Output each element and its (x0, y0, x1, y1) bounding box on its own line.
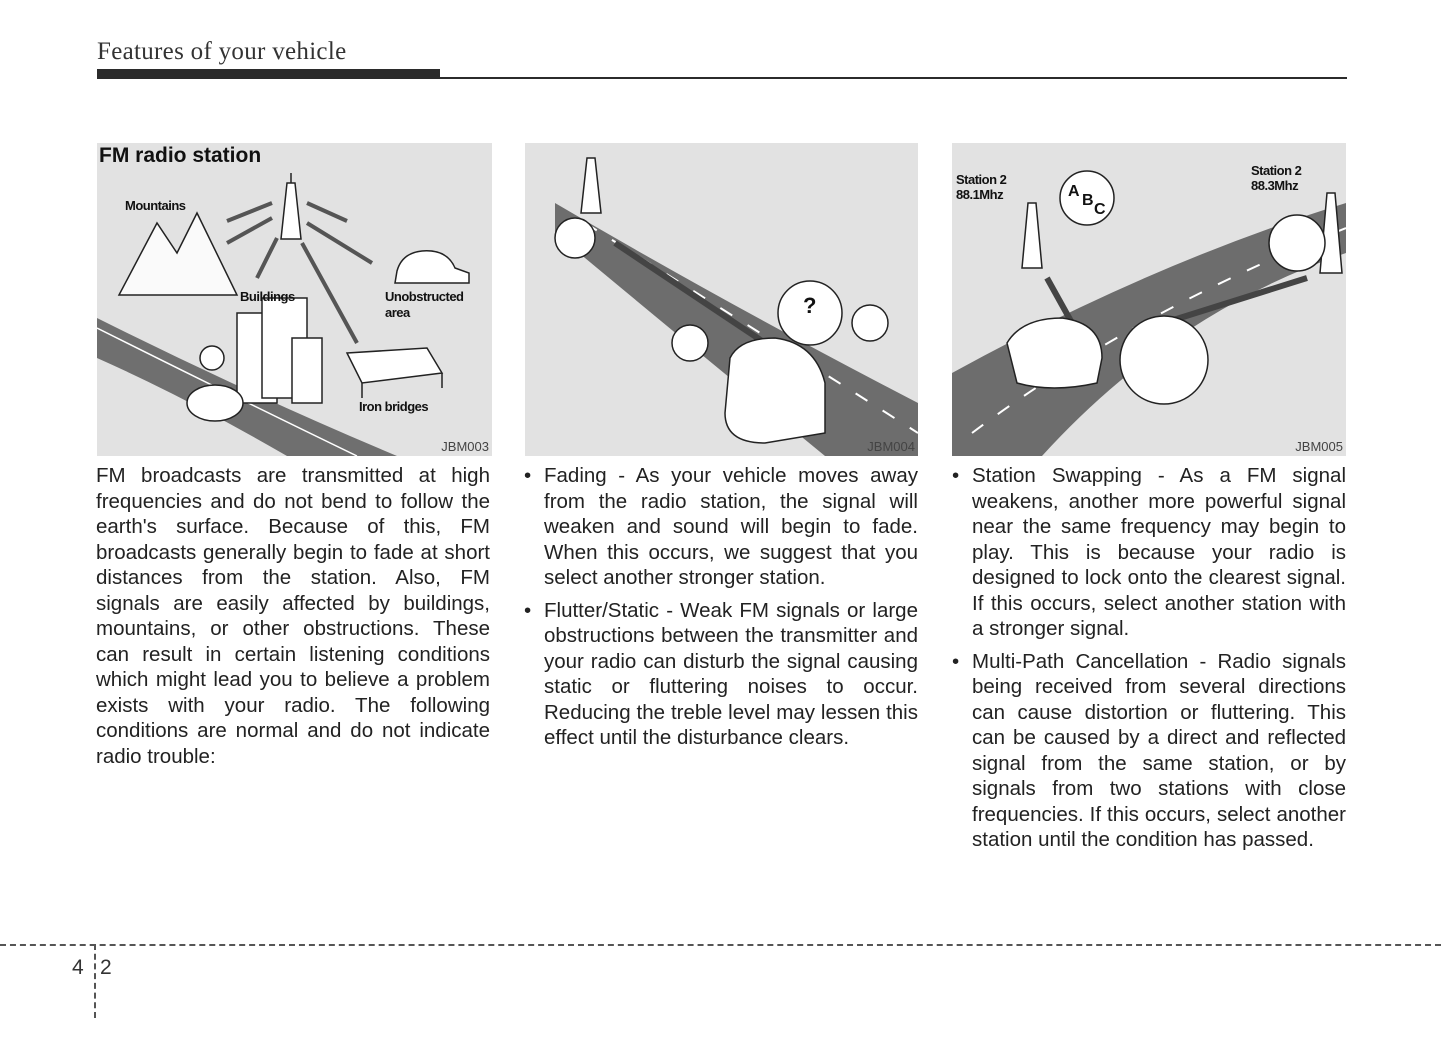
fading-illustration (525, 143, 918, 456)
bubble-letter-b: B (1082, 192, 1094, 209)
section-title: FM radio station (99, 144, 262, 167)
column-fading-flutter (522, 463, 918, 758)
label-station-left-2: 88.1Mhz (956, 187, 1004, 202)
label-station-right-1: Station 2 (1251, 163, 1302, 178)
bullet-station-swapping (950, 463, 1346, 642)
figure-fm-obstructions (97, 143, 492, 456)
bullet-fading (522, 463, 918, 591)
figure-code: JBM004 (867, 439, 915, 454)
bubble-letter-c: C (1094, 201, 1106, 218)
bullet-text: Flutter/Static - Weak FM signals or large obstructions between the transmitter and your radio can disturb the signal causing static or fluttering noises to occur. Reducing the treble level may lessen this effect until the disturbance clears. (544, 598, 918, 749)
bullet-text: Station Swapping - As a FM signal weakens, another more powerful signal near the same frequency may begin to play. This is because your radio is designed to lock onto the clearest signal. If this occurs, select another station with a stronger signal. (972, 464, 1346, 640)
figure-code: JBM005 (1295, 439, 1343, 454)
bullet-dot: • (524, 464, 532, 487)
column-intro (96, 463, 490, 769)
question-mark: ? (803, 293, 816, 318)
figure-code: JBM003 (441, 439, 489, 454)
bullet-dot: • (952, 464, 960, 487)
bullet-dot: • (524, 598, 532, 622)
footer-dashed-rule (0, 944, 1441, 946)
column-swapping-multipath (950, 463, 1346, 860)
bubble-letter-a: A (1068, 183, 1080, 200)
label-station-left-1: Station 2 (956, 172, 1007, 187)
running-header-title: Features of your vehicle (97, 38, 347, 65)
label-unobstructed-1: Unobstructed (385, 289, 464, 304)
bullet-text: Fading - As your vehicle moves away from the radio station, the signal will weaken and sound will begin to fade. When this occurs, we suggest that you select another stronger station. (544, 464, 918, 589)
bullet-flutter-static (522, 598, 918, 751)
label-iron-bridges: Iron bridges (359, 399, 429, 414)
intro-paragraph: FM broadcasts are transmitted at high frequencies and do not bend to follow the earth's surface. Because of this, FM broadcasts generally begin to fade at short distances from the station. Also, FM signals are easily affected by buildings, mountains, or other obstructions. These can result in certain listening conditions which might lead you to believe a problem exists with your radio. The following conditions are normal and do not indicate radio trouble: (96, 464, 490, 768)
figure-fading (525, 143, 918, 456)
label-mountains: Mountains (125, 198, 186, 213)
figure-station-swapping (952, 143, 1346, 456)
page-number: 2 (100, 956, 112, 979)
label-buildings: Buildings (240, 289, 295, 304)
chapter-number: 4 (72, 956, 84, 979)
footer-vertical-rule (94, 944, 96, 1018)
header-rule (97, 77, 1347, 79)
bullet-multipath (950, 649, 1346, 853)
bullet-dot: • (952, 649, 960, 673)
label-station-right-2: 88.3Mhz (1251, 178, 1299, 193)
bullet-text: Multi-Path Cancellation - Radio signals being received from several directions can cause distortion or fluttering. This can be caused by a direct and reflected signal from the same station, or by signals from two stations with close frequencies. If this occurs, select another station until the condition has passed. (972, 649, 1346, 851)
label-unobstructed-2: area (385, 305, 410, 320)
